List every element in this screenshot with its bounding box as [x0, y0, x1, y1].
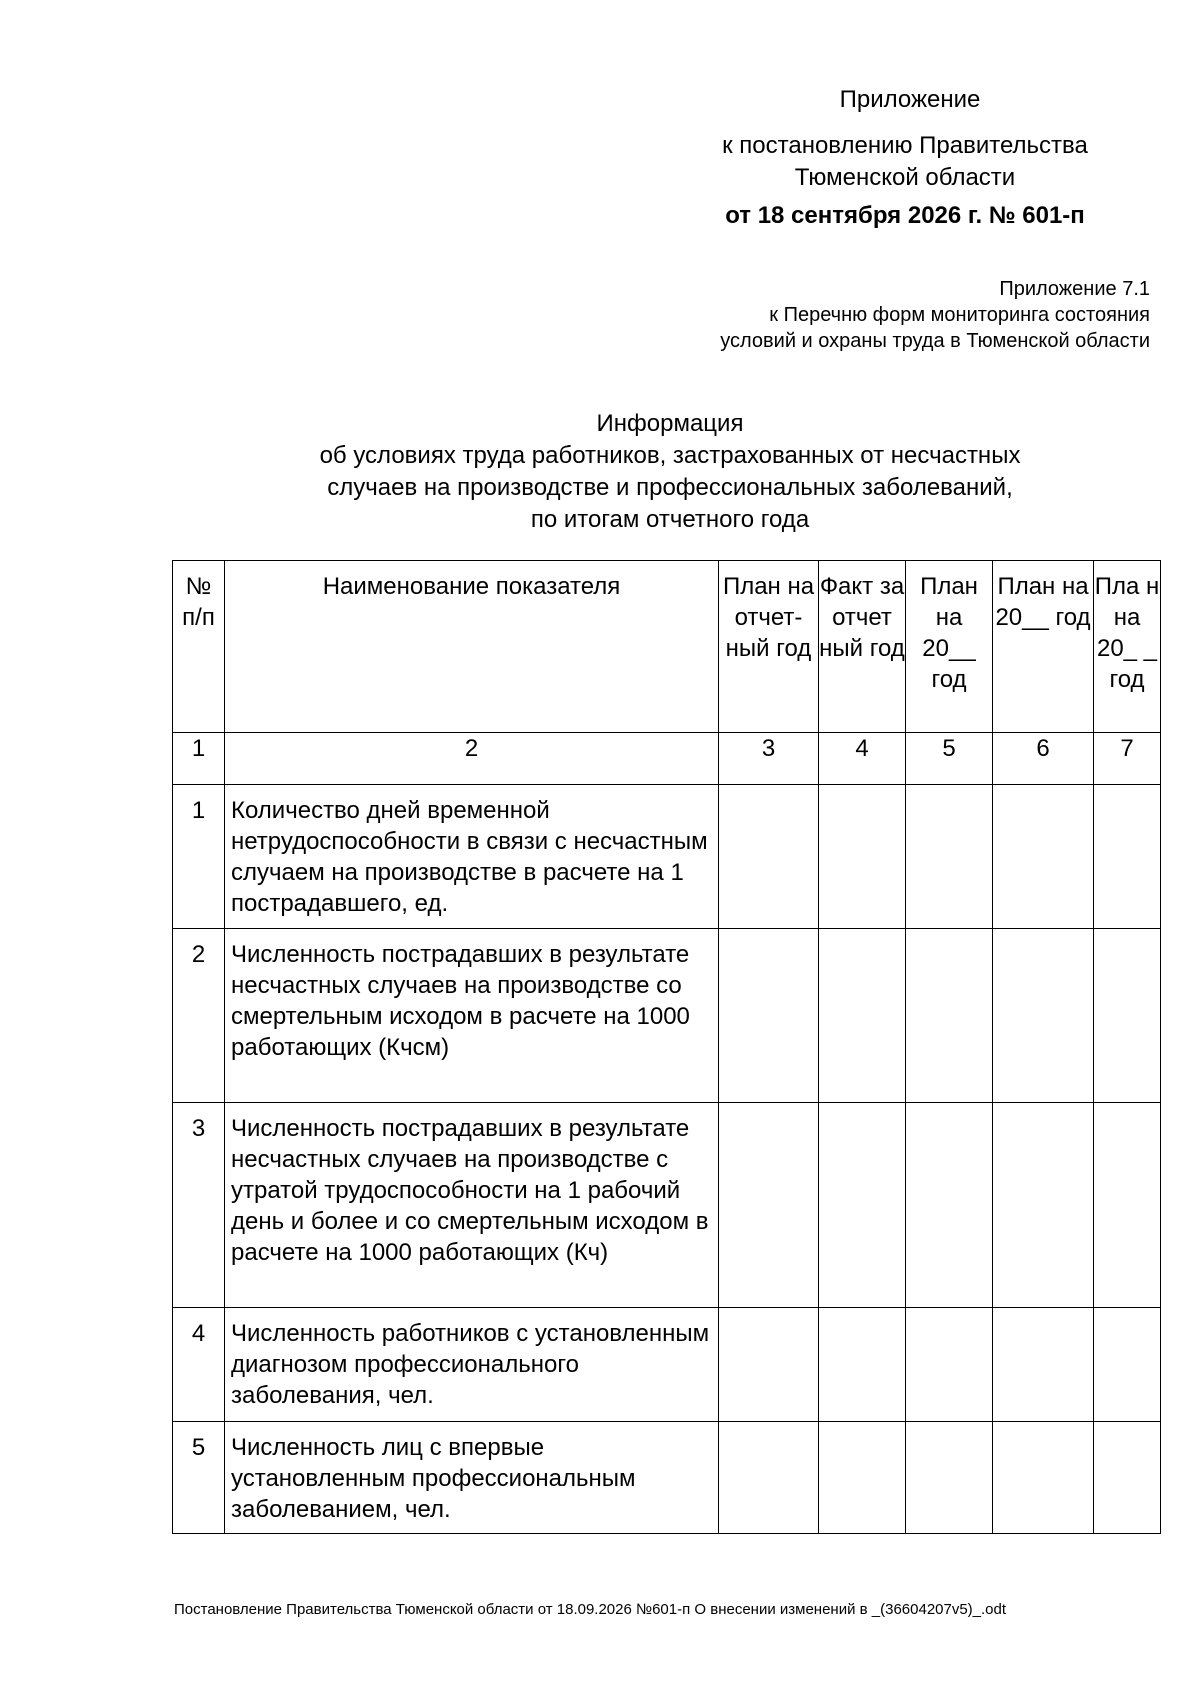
- value-cell[interactable]: [819, 929, 906, 1103]
- column-number: 7: [1094, 733, 1161, 785]
- appendix-7-1-line2: к Перечню форм мониторинга состояния: [769, 304, 1150, 326]
- table-header-row: [173, 561, 1161, 733]
- value-cell[interactable]: [906, 1422, 993, 1534]
- column-number: 5: [906, 733, 993, 785]
- value-cell[interactable]: [819, 1422, 906, 1534]
- header-cell: Факт за отчет ный год: [819, 561, 906, 733]
- document-title: [220, 408, 1120, 536]
- indicators-table: [172, 560, 1161, 1534]
- header-cell: Пла н на 20_ _ год: [1094, 561, 1161, 733]
- header-cell: Наименование показателя: [225, 561, 719, 733]
- value-cell[interactable]: [1094, 785, 1161, 929]
- column-number: 2: [225, 733, 719, 785]
- page-footer: Постановление Правительства Тюменской области от 18.09.2026 №601-п О внесении изменений в _(36604207v5)_.odt: [174, 1601, 1007, 1618]
- indicator-name: Численность работников с установленным диагнозом профессионального заболевания, чел.: [225, 1308, 719, 1422]
- title-line-2: об условиях труда работников, застрахованных от несчастных: [319, 442, 1021, 469]
- row-number: 2: [173, 929, 225, 1103]
- column-number: 4: [819, 733, 906, 785]
- appendix-7-1-line3: условий и охраны труда в Тюменской области: [720, 330, 1150, 352]
- value-cell[interactable]: [719, 929, 819, 1103]
- indicator-name: Численность пострадавших в результате несчастных случаев на производстве с утратой трудоспособности на 1 рабочий день и более и со смертельным исходом в расчете на 1000 работающих (Кч): [225, 1103, 719, 1308]
- value-cell[interactable]: [819, 1103, 906, 1308]
- header-cell: План на 20__ год: [993, 561, 1094, 733]
- value-cell[interactable]: [906, 785, 993, 929]
- resolution-reference: к постановлению Правительства Тюменской области: [722, 132, 1088, 191]
- table-row: [173, 1422, 1161, 1534]
- value-cell[interactable]: [906, 929, 993, 1103]
- row-number: 1: [173, 785, 225, 929]
- row-number: 4: [173, 1308, 225, 1422]
- value-cell[interactable]: [1094, 1103, 1161, 1308]
- appendix-7-1-label: Приложение 7.1: [999, 278, 1150, 300]
- value-cell[interactable]: [1094, 1422, 1161, 1534]
- row-number: 3: [173, 1103, 225, 1308]
- column-number: 3: [719, 733, 819, 785]
- column-number: 1: [173, 733, 225, 785]
- table-row: [173, 1308, 1161, 1422]
- column-number-row: [173, 733, 1161, 785]
- value-cell[interactable]: [819, 785, 906, 929]
- value-cell[interactable]: [993, 929, 1094, 1103]
- appendix-label: Приложение: [839, 86, 981, 113]
- value-cell[interactable]: [993, 1422, 1094, 1534]
- value-cell[interactable]: [819, 1308, 906, 1422]
- header-cell: План на отчет-ный год: [719, 561, 819, 733]
- indicator-name: Количество дней временной нетрудоспособности в связи с несчастным случаем на производстве в расчете на 1 пострадавшего, ед.: [225, 785, 719, 929]
- title-line-4: по итогам отчетного года: [530, 506, 810, 533]
- header-cell: План на 20__ год: [906, 561, 993, 733]
- value-cell[interactable]: [1094, 929, 1161, 1103]
- title-line-1: Информация: [596, 410, 744, 437]
- table-row: [173, 785, 1161, 929]
- value-cell[interactable]: [906, 1308, 993, 1422]
- header-cell: № п/п: [173, 561, 225, 733]
- row-number: 5: [173, 1422, 225, 1534]
- table-row: [173, 929, 1161, 1103]
- value-cell[interactable]: [1094, 1308, 1161, 1422]
- title-line-3: случаев на производстве и профессиональных заболеваний,: [327, 474, 1013, 501]
- value-cell[interactable]: [719, 1422, 819, 1534]
- value-cell[interactable]: [993, 785, 1094, 929]
- column-number: 6: [993, 733, 1094, 785]
- indicator-name: Численность пострадавших в результате несчастных случаев на производстве со смертельным исходом в расчете на 1000 работающих (Кчсм): [225, 929, 719, 1103]
- resolution-date-number: от 18 сентября 2026 г. № 601-п: [725, 202, 1085, 229]
- table-row: [173, 1103, 1161, 1308]
- indicator-name: Численность лиц с впервые установленным профессиональным заболеванием, чел.: [225, 1422, 719, 1534]
- appendix-7-1-block: [550, 276, 1150, 354]
- value-cell[interactable]: [719, 1103, 819, 1308]
- value-cell[interactable]: [993, 1308, 1094, 1422]
- value-cell[interactable]: [993, 1103, 1094, 1308]
- value-cell[interactable]: [906, 1103, 993, 1308]
- value-cell[interactable]: [719, 1308, 819, 1422]
- value-cell[interactable]: [719, 785, 819, 929]
